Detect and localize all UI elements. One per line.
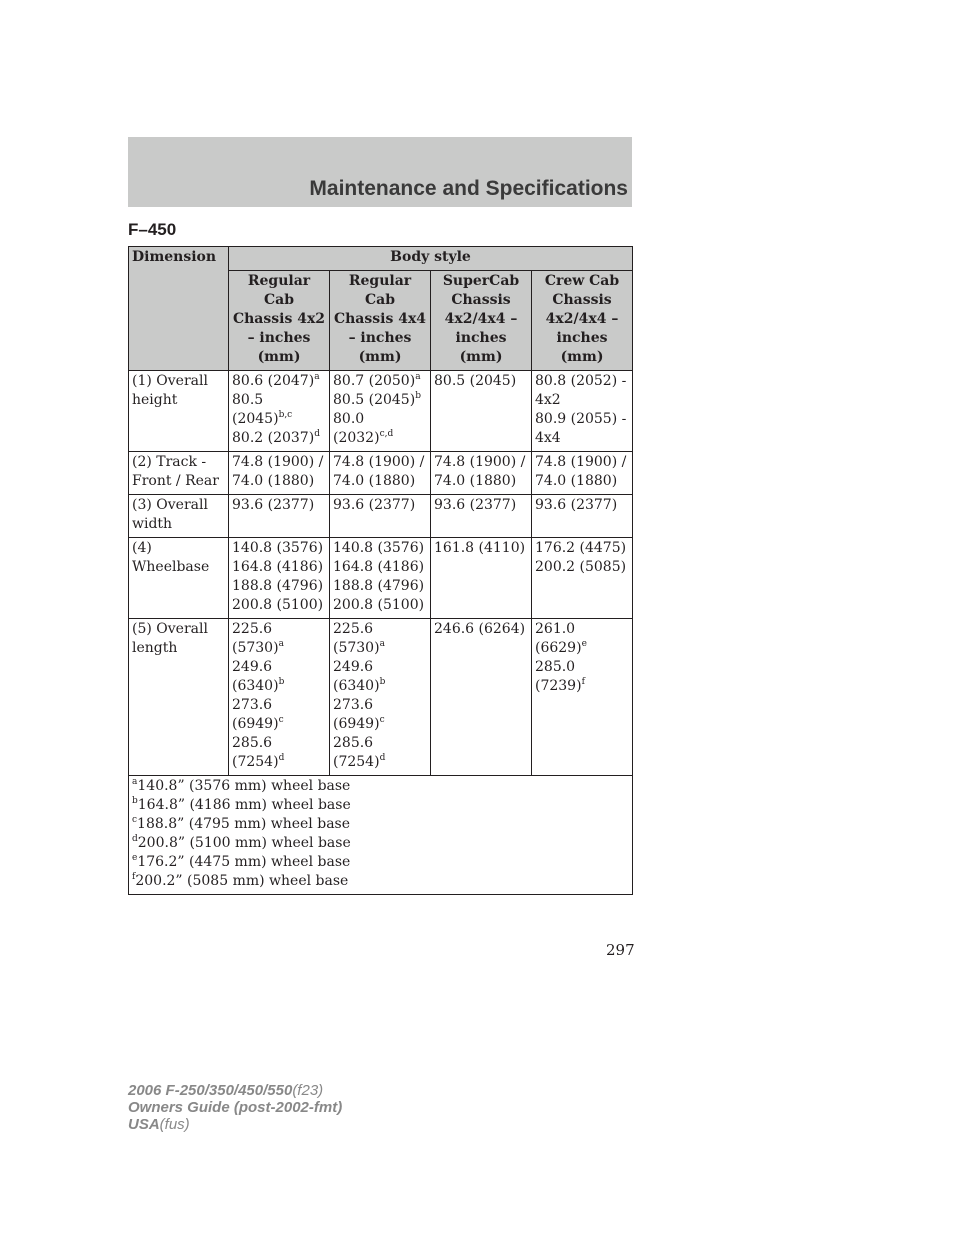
cell-value: 161.8 (4110) xyxy=(434,540,526,556)
footnote-marker: f xyxy=(132,872,136,882)
footnote xyxy=(132,872,629,891)
cell-line xyxy=(232,715,326,734)
table-cell xyxy=(330,538,431,619)
row-label-line: (1) Overall xyxy=(132,373,208,389)
cell-line xyxy=(535,391,629,410)
table-cell xyxy=(330,619,431,776)
table-cell xyxy=(330,495,431,538)
footnotes xyxy=(129,776,633,895)
column-header-line: Chassis xyxy=(552,292,612,308)
cell-value: 74.0 (1880) xyxy=(434,473,517,489)
table-cell xyxy=(532,495,633,538)
cell-line xyxy=(535,620,629,639)
row-label xyxy=(129,371,229,452)
column-header-line: Chassis xyxy=(451,292,511,308)
cell-value: 80.9 (2055) - xyxy=(535,411,627,427)
cell-value: (7239) xyxy=(535,678,582,694)
cell-line xyxy=(333,372,427,391)
cell-value: (6949) xyxy=(232,716,279,732)
column-header-line: Regular xyxy=(247,273,311,289)
cell-value: (6949) xyxy=(333,716,380,732)
cell-value: 188.8 (4796) xyxy=(232,578,324,594)
cell-line xyxy=(535,472,629,491)
footer-code: (f23) xyxy=(292,1082,324,1099)
row-label-line: height xyxy=(132,392,178,408)
cell-line xyxy=(535,539,629,558)
footnote-marker: b xyxy=(415,391,421,401)
cell-line xyxy=(333,429,427,448)
cell-line xyxy=(434,472,528,491)
cell-line xyxy=(232,558,326,577)
table-cell xyxy=(431,452,532,495)
cell-value: 4x2 xyxy=(535,392,561,408)
row-label-line: Wheelbase xyxy=(132,559,210,575)
cell-line xyxy=(535,496,629,515)
footnote xyxy=(132,853,629,872)
cell-value: (6340) xyxy=(333,678,380,694)
table-cell xyxy=(532,619,633,776)
cell-value: 200.2 (5085) xyxy=(535,559,627,575)
cell-line xyxy=(333,596,427,615)
cell-value: 74.8 (1900) / xyxy=(232,454,324,470)
footnote xyxy=(132,815,629,834)
footnote-marker: b xyxy=(132,796,138,806)
footnote-marker: c,d xyxy=(379,429,394,439)
cell-value: 176.2 (4475) xyxy=(535,540,627,556)
footnote xyxy=(132,834,629,853)
cell-line xyxy=(232,496,326,515)
table-cell xyxy=(431,495,532,538)
cell-value: 246.6 (6264) xyxy=(434,621,526,637)
cell-line xyxy=(535,558,629,577)
column-header-2 xyxy=(330,271,431,371)
footnote-marker: a xyxy=(132,777,138,787)
cell-value: 261.0 xyxy=(535,621,576,637)
cell-line xyxy=(232,410,326,429)
cell-value: 164.8 (4186) xyxy=(232,559,324,575)
cell-value: 225.6 xyxy=(333,621,374,637)
column-header-line: – inches xyxy=(348,330,412,346)
cell-value: (2045) xyxy=(232,411,279,427)
footer-model: 2006 F-250/350/450/550 xyxy=(128,1082,293,1099)
row-label-line: (3) Overall xyxy=(132,497,208,513)
footnote-text: 176.2” (4475 mm) wheel base xyxy=(137,854,351,870)
cell-value: 273.6 xyxy=(333,697,374,713)
cell-value: 93.6 (2377) xyxy=(333,497,416,513)
row-label xyxy=(129,619,229,776)
cell-value: 74.0 (1880) xyxy=(232,473,315,489)
cell-line xyxy=(333,410,427,429)
table-body xyxy=(129,371,633,895)
footnote-text: 140.8” (3576 mm) wheel base xyxy=(137,778,351,794)
cell-line xyxy=(232,620,326,639)
cell-line xyxy=(535,410,629,429)
cell-value: 93.6 (2377) xyxy=(232,497,315,513)
document-footer xyxy=(128,1082,342,1133)
footnote-text: 164.8” (4186 mm) wheel base xyxy=(137,797,351,813)
footer-market: USA xyxy=(128,1116,160,1133)
cell-line xyxy=(232,677,326,696)
column-header-line: (mm) xyxy=(459,349,503,365)
row-label-line: (2) Track - xyxy=(132,454,207,470)
cell-line xyxy=(535,639,629,658)
cell-line xyxy=(232,453,326,472)
cell-value: 4x4 xyxy=(535,430,561,446)
cell-value: 285.6 xyxy=(333,735,374,751)
cell-value: 249.6 xyxy=(333,659,374,675)
cell-line xyxy=(333,453,427,472)
table-cell xyxy=(431,538,532,619)
cell-value: 273.6 xyxy=(232,697,273,713)
cell-value: (6340) xyxy=(232,678,279,694)
row-label-line: Front / Rear xyxy=(132,473,219,489)
table-cell xyxy=(431,371,532,452)
cell-line xyxy=(232,429,326,448)
cell-value: 93.6 (2377) xyxy=(535,497,618,513)
footnote-text: 200.8” (5100 mm) wheel base xyxy=(137,835,351,851)
column-header-line: inches xyxy=(455,330,507,346)
footnote-marker: a xyxy=(278,639,284,649)
cell-line xyxy=(333,715,427,734)
cell-line xyxy=(333,677,427,696)
footnotes-row xyxy=(129,776,633,895)
cell-value: 200.8 (5100) xyxy=(232,597,324,613)
cell-value: 164.8 (4186) xyxy=(333,559,425,575)
cell-line xyxy=(333,696,427,715)
column-header-line: 4x2/4x4 – xyxy=(444,311,518,327)
footnote-marker: d xyxy=(379,753,386,763)
footer-market-code: (fus) xyxy=(159,1116,190,1133)
cell-line xyxy=(232,658,326,677)
cell-line xyxy=(434,453,528,472)
cell-line xyxy=(535,677,629,696)
body-style-header: Body style xyxy=(229,247,633,271)
column-header-line: inches xyxy=(556,330,608,346)
cell-value: 74.8 (1900) / xyxy=(535,454,627,470)
table-cell xyxy=(532,538,633,619)
cell-value: 74.0 (1880) xyxy=(535,473,618,489)
column-header-line: 4x2/4x4 – xyxy=(545,311,619,327)
row-label-line: (4) xyxy=(132,540,152,556)
header-title: Maintenance and Specifications xyxy=(309,177,628,200)
cell-line xyxy=(333,639,427,658)
cell-line xyxy=(535,429,629,448)
cell-line xyxy=(333,472,427,491)
table-cell xyxy=(229,538,330,619)
column-header-line: Regular xyxy=(348,273,412,289)
header-band xyxy=(128,137,632,207)
table-cell xyxy=(229,619,330,776)
cell-value: (5730) xyxy=(333,640,380,656)
section-title: F–450 xyxy=(128,220,177,239)
cell-value: 200.8 (5100) xyxy=(333,597,425,613)
cell-value: 93.6 (2377) xyxy=(434,497,517,513)
footnote-text: 200.2” (5085 mm) wheel base xyxy=(135,873,349,889)
cell-value: 80.5 xyxy=(232,392,264,408)
footnote-marker: a xyxy=(379,639,385,649)
cell-line xyxy=(232,539,326,558)
cell-line xyxy=(535,372,629,391)
cell-line xyxy=(434,539,528,558)
cell-line xyxy=(333,734,427,753)
footnote-marker: b xyxy=(379,677,386,687)
cell-line xyxy=(333,753,427,772)
cell-line xyxy=(333,496,427,515)
dimension-header: Dimension xyxy=(129,247,229,371)
column-header-line: (mm) xyxy=(358,349,402,365)
table-row xyxy=(129,495,633,538)
cell-value: 285.0 xyxy=(535,659,576,675)
cell-value: 80.6 (2047) xyxy=(232,373,315,389)
column-header-line: (mm) xyxy=(257,349,301,365)
row-label xyxy=(129,495,229,538)
table-row xyxy=(129,452,633,495)
cell-value: 285.6 xyxy=(232,735,273,751)
column-header-line: Chassis 4x4 xyxy=(333,311,427,327)
cell-value: 188.8 (4796) xyxy=(333,578,425,594)
table-cell xyxy=(229,495,330,538)
footnote-marker: c xyxy=(379,715,385,725)
column-header-line: Chassis 4x2 xyxy=(232,311,326,327)
cell-value: 74.0 (1880) xyxy=(333,473,416,489)
table-header-row xyxy=(129,247,633,271)
footnote-marker: d xyxy=(278,753,285,763)
cell-line xyxy=(232,696,326,715)
cell-line xyxy=(232,734,326,753)
cell-value: 80.5 (2045) xyxy=(333,392,416,408)
row-label-line: width xyxy=(132,516,173,532)
cell-line xyxy=(333,539,427,558)
footnote-marker: c xyxy=(278,715,284,725)
cell-line xyxy=(333,391,427,410)
cell-value: 80.8 (2052) - xyxy=(535,373,627,389)
table-row xyxy=(129,371,633,452)
cell-line xyxy=(434,372,528,391)
footnote-marker: b xyxy=(278,677,285,687)
cell-value: 74.8 (1900) / xyxy=(434,454,526,470)
footnote xyxy=(132,777,629,796)
footnote-marker: c xyxy=(132,815,138,825)
cell-line xyxy=(535,453,629,472)
cell-value: (6629) xyxy=(535,640,582,656)
cell-line xyxy=(232,577,326,596)
table-cell xyxy=(532,371,633,452)
footnote xyxy=(132,796,629,815)
cell-line xyxy=(232,472,326,491)
table-cell xyxy=(330,371,431,452)
row-label xyxy=(129,452,229,495)
table-cell xyxy=(532,452,633,495)
table-cell xyxy=(229,371,330,452)
cell-line xyxy=(434,620,528,639)
table-cell xyxy=(431,619,532,776)
table-row xyxy=(129,619,633,776)
cell-value: 140.8 (3576) xyxy=(333,540,425,556)
footnote-marker: f xyxy=(581,677,585,687)
table-cell xyxy=(330,452,431,495)
column-header-4 xyxy=(532,271,633,371)
cell-value: 249.6 xyxy=(232,659,273,675)
footnote-marker: a xyxy=(314,372,320,382)
cell-value: 140.8 (3576) xyxy=(232,540,324,556)
cell-line xyxy=(232,596,326,615)
cell-value: (2032) xyxy=(333,430,380,446)
footnote-marker: e xyxy=(581,639,587,649)
row-label xyxy=(129,538,229,619)
cell-value: 80.2 (2037) xyxy=(232,430,315,446)
footnote-marker: a xyxy=(415,372,421,382)
cell-line xyxy=(232,391,326,410)
page-number: 297 xyxy=(606,941,635,959)
cell-line xyxy=(333,577,427,596)
cell-value: 80.0 xyxy=(333,411,365,427)
footnote-text: 188.8” (4795 mm) wheel base xyxy=(137,816,351,832)
cell-value: 80.7 (2050) xyxy=(333,373,416,389)
cell-value: (5730) xyxy=(232,640,279,656)
cell-value: 225.6 xyxy=(232,621,273,637)
footnote-marker: e xyxy=(132,853,138,863)
row-label-line: length xyxy=(132,640,178,656)
footnote-marker: d xyxy=(132,834,138,844)
column-header-line: SuperCab xyxy=(442,273,520,289)
footnote-marker: d xyxy=(314,429,320,439)
column-header-line: (mm) xyxy=(560,349,604,365)
cell-line xyxy=(232,639,326,658)
cell-value: (7254) xyxy=(333,754,380,770)
footnote-marker: b,c xyxy=(278,410,293,420)
table-cell xyxy=(229,452,330,495)
column-header-line: – inches xyxy=(247,330,311,346)
column-header-3 xyxy=(431,271,532,371)
table-row xyxy=(129,538,633,619)
cell-value: (7254) xyxy=(232,754,279,770)
cell-line xyxy=(535,658,629,677)
cell-line xyxy=(232,372,326,391)
cell-line xyxy=(434,496,528,515)
column-header-line: Crew Cab xyxy=(544,273,620,289)
footer-guide: Owners Guide (post-2002-fmt) xyxy=(128,1099,343,1116)
column-header-line: Cab xyxy=(263,292,294,308)
cell-line xyxy=(232,753,326,772)
column-header-1 xyxy=(229,271,330,371)
cell-line xyxy=(333,558,427,577)
column-header-line: Cab xyxy=(364,292,395,308)
cell-value: 74.8 (1900) / xyxy=(333,454,425,470)
cell-line xyxy=(333,658,427,677)
cell-value: 80.5 (2045) xyxy=(434,373,517,389)
specifications-table xyxy=(128,246,633,895)
cell-line xyxy=(333,620,427,639)
row-label-line: (5) Overall xyxy=(132,621,208,637)
